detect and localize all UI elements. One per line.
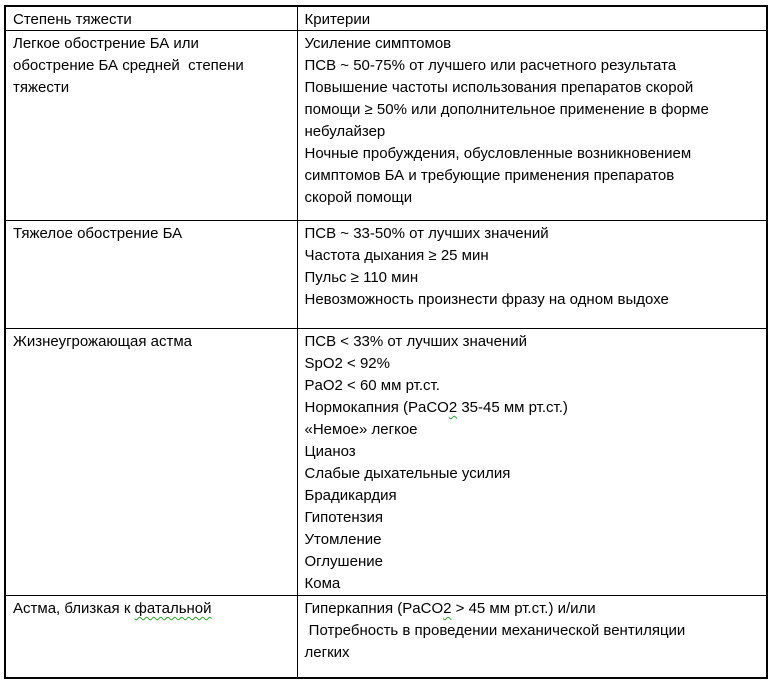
cell-line: Потребность в проведении механической вентиляции (304, 622, 686, 639)
cell-line: ПСВ ~ 33-50% от лучших значений (304, 225, 549, 242)
cell-line-with-spellcheck (305, 598, 761, 620)
header-severity-label: Степень тяжести (13, 11, 132, 28)
cell-line: тяжести (13, 79, 70, 96)
text-segment: > 45 мм рт.ст.) и/или (451, 600, 596, 617)
cell-line: PaO2 < 60 мм рт.ст. (304, 377, 440, 394)
table-header-row (5, 6, 767, 31)
table-row-near-fatal (5, 596, 767, 678)
cell-line: Жизнеугрожающая астма (13, 333, 193, 350)
cell-line: ПСВ ~ 50-75% от лучшего или расчетного результата (304, 57, 677, 74)
cell-line: Усиление симптомов (304, 35, 452, 52)
table-row-life-threatening (5, 329, 767, 596)
cell-line: Частота дыхания ≥ 25 мин (304, 247, 489, 264)
text-segment: Астма, близкая к (13, 600, 135, 617)
cell-line: Гипотензия (304, 509, 384, 526)
cell-line: Пульс ≥ 110 мин (304, 269, 419, 286)
table-row-severe (5, 221, 767, 329)
severity-cell (5, 596, 297, 678)
cell-line: Оглушение (304, 553, 383, 570)
table-row-mild-moderate (5, 31, 767, 221)
cell-line: небулайзер (304, 123, 386, 140)
header-cell-severity (5, 6, 297, 31)
cell-line: Повышение частоты использования препаратов скорой (304, 79, 694, 96)
text-segment: Нормокапния (PaCO (304, 399, 449, 416)
header-cell-criteria (297, 6, 767, 31)
cell-line: Утомление (304, 531, 382, 548)
cell-line: Кома (304, 575, 341, 592)
text-segment: Гиперкапния (PaCO (304, 600, 444, 617)
cell-line: Невозможность произнести фразу на одном выдохе (304, 291, 669, 308)
severity-cell (5, 329, 297, 596)
cell-line: Брадикардия (304, 487, 397, 504)
cell-line: обострение БА средней степени (13, 57, 244, 74)
text-segment: 35-45 мм рт.ст.) (457, 399, 568, 416)
spellcheck-squiggle-segment: 2 (443, 600, 452, 617)
criteria-cell (297, 31, 767, 221)
cell-line: симптомов БА и требующие применения препаратов (304, 167, 675, 184)
cell-line: скорой помощи (304, 189, 413, 206)
severity-cell (5, 221, 297, 329)
cell-line: «Немое» легкое (304, 421, 418, 438)
cell-line: Слабые дыхательные усилия (304, 465, 511, 482)
cell-line: Ночные пробуждения, обусловленные возникновением (304, 145, 692, 162)
cell-line: Легкое обострение БА или (13, 35, 199, 52)
cell-line: легких (304, 644, 350, 661)
criteria-cell (297, 596, 767, 678)
cell-line: помощи ≥ 50% или дополнительное применение в форме (304, 101, 709, 118)
asthma-severity-table (4, 5, 768, 679)
header-criteria-label: Критерии (304, 11, 371, 28)
cell-line: Тяжелое обострение БА (13, 225, 183, 242)
criteria-cell (297, 329, 767, 596)
criteria-cell (297, 221, 767, 329)
cell-line-with-spellcheck (13, 598, 291, 620)
spellcheck-squiggle-segment: фатальной (134, 600, 212, 617)
severity-cell (5, 31, 297, 221)
cell-line: SpO2 < 92% (304, 355, 390, 372)
cell-line: ПСВ < 33% от лучших значений (304, 333, 527, 350)
cell-line-with-spellcheck (305, 397, 761, 419)
spellcheck-squiggle-segment: 2 (448, 399, 458, 416)
cell-line: Цианоз (304, 443, 356, 460)
